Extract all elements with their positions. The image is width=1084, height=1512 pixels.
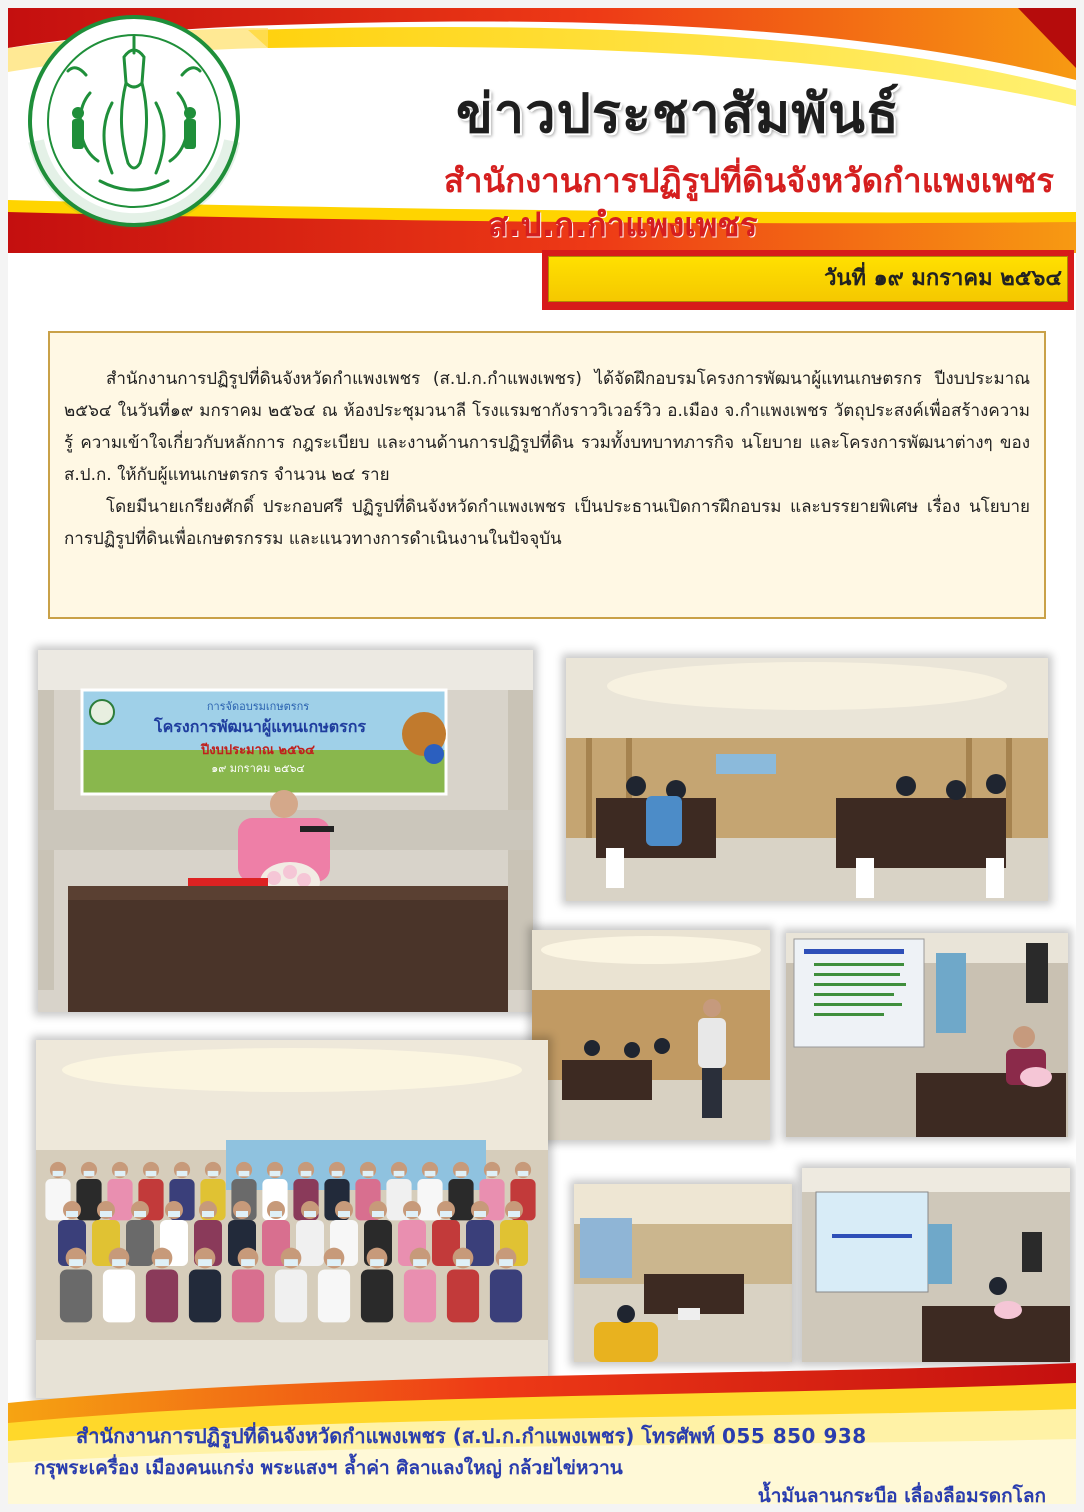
photo-screen-presenter — [802, 1168, 1070, 1362]
footer-slogan-line-1: กรุพระเครื่อง เมืองคนแกร่ง พระแสงฯ ล้ำค่า ศิลาแลงใหญ่ กล้วยไข่หวาน — [34, 1457, 623, 1479]
news-paragraph-2: โดยมีนายเกรียงศักดิ์ ประกอบศรี ปฏิรูปที่ดินจังหวัดกำแพงเพชร เป็นประธานเปิดการฝึกอบรม และบรรยายพิเศษ เรื่อง นโยบายการปฏิรูปที่ดินเพื่อเกษตรกรรม และแนวทางการดำเนินงานในปัจจุบัน — [64, 497, 1030, 549]
photo-meeting-room — [566, 658, 1048, 901]
photo-projector — [574, 1184, 792, 1362]
banner-line-3: ปีงบประมาณ ๒๕๖๔ — [200, 743, 316, 758]
news-body — [48, 331, 1046, 619]
footer — [8, 1363, 1076, 1504]
photo-speaker — [38, 650, 533, 1012]
banner-line-2: โครงการพัฒนาผู้แทนเกษตรกร — [153, 717, 367, 736]
footer-phone: 055 850 938 — [722, 1424, 867, 1448]
date-banner — [542, 250, 1074, 310]
photo-presentation-screen — [786, 933, 1068, 1137]
footer-contact-text: สำนักงานการปฏิรูปที่ดินจังหวัดกำแพงเพชร (ส.ป.ก.กำแพงเพชร) โทรศัพท์ — [76, 1424, 716, 1448]
header — [8, 8, 1076, 253]
banner-line-4: ๑๙ มกราคม ๒๕๖๔ — [211, 762, 305, 775]
alro-logo — [16, 13, 252, 235]
org-name: สำนักงานการปฏิรูปที่ดินจังหวัดกำแพงเพชร — [443, 161, 1054, 200]
news-paragraph-1: สำนักงานการปฏิรูปที่ดินจังหวัดกำแพงเพชร (ส.ป.ก.กำแพงเพชร) ได้จัดฝึกอบรมโครงการพัฒนาผู้แทนเกษตรกร ปีงบประมาณ ๒๕๖๔ ในวันที่๑๙ มกราคม ๒๕๖๔ ณ ห้องประชุมวนาลี โรงแรมชากังราววิเวอร์วิว อ.เมือง จ.กำแพงเพชร วัตถุประสงค์เพื่อสร้างความรู้ ความเข้าใจเกี่ยวกับหลักการ กฎระเบียบ และงานด้านการปฏิรูปที่ดิน รวมทั้งบทบาทภารกิจ นโยบาย และโครงการพัฒนาต่างๆ ของ ส.ป.ก. ให้กับผู้แทนเกษตรกร จำนวน ๒๔ ราย — [64, 369, 1030, 485]
photo-standing-speaker — [532, 930, 770, 1140]
footer-contact — [76, 1420, 867, 1452]
release-date: วันที่ ๑๙ มกราคม ๒๕๖๔ — [824, 266, 1062, 291]
page-title: ข่าวประชาสัมพันธ์ — [456, 82, 900, 145]
photo-group — [36, 1040, 548, 1398]
footer-slogan-line-2: น้ำมันลานกระบือ เลื่องลือมรดกโลก — [757, 1485, 1046, 1504]
org-abbreviation: ส.ป.ก.กำแพงเพชร — [488, 205, 758, 244]
banner-line-1: การจัดอบรมเกษตรกร — [206, 700, 310, 713]
press-release-page — [8, 8, 1076, 1504]
